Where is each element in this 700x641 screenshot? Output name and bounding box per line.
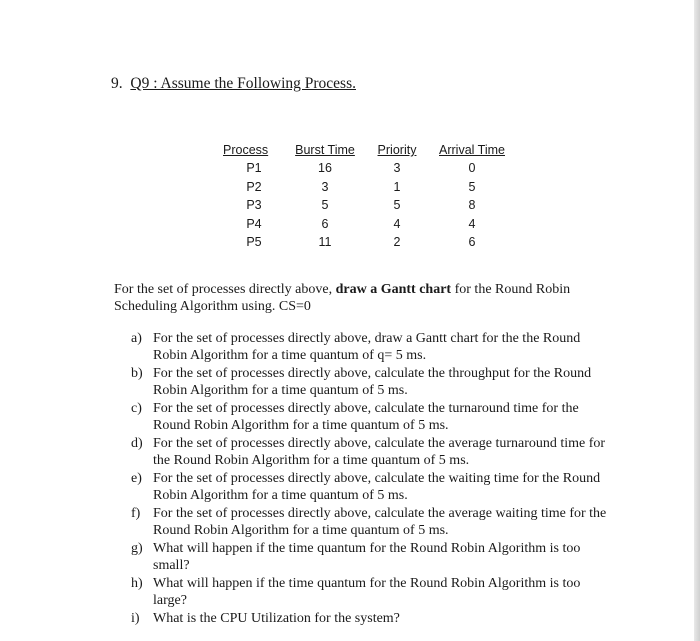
cell-arrival-time: 5 [468,179,476,194]
subquestion-marker: c) [131,401,142,416]
col-header-process: Process [223,143,269,157]
cell-priority: 4 [393,216,401,231]
subquestion-text: For the set of processes directly above, calculate the average turnaround time for the Round Robin Algorithm for a time quantum of 5 ms. [153,436,606,468]
cell-process: P4 [246,216,262,231]
table-row [221,215,513,234]
question-title: Q9 : Assume the Following Process. [130,75,356,92]
cell-process: P5 [246,235,262,250]
subquestion-h [131,575,611,609]
subquestion-text: What is the CPU Utilization for the system? [153,611,400,626]
subquestion-g [131,540,611,574]
subquestion-text: For the set of processes directly above, calculate the turnaround time for the Round Robin Algorithm for a time quantum of 5 ms. [153,401,579,433]
table-row [221,159,513,178]
cell-burst-time: 6 [321,216,329,231]
subquestion-text: What will happen if the time quantum for the Round Robin Algorithm is too large? [153,576,581,608]
cell-priority: 5 [393,198,401,213]
question-heading [111,75,356,93]
subquestion-marker: i) [131,611,140,626]
table-row [221,196,513,215]
subquestion-marker: b) [131,366,143,381]
cell-burst-time: 5 [321,198,329,213]
subquestion-text: For the set of processes directly above, calculate the waiting time for the Round Robin Algorithm for a time quantum of 5 ms. [153,471,601,503]
instructions-emphasis: draw a Gantt chart [335,282,452,297]
subquestion-d [131,435,611,469]
cell-process: P3 [246,198,262,213]
cell-priority: 3 [393,161,401,176]
instructions-text-end: for the Round Robin Scheduling Algorithm using. CS=0 [114,282,571,314]
subquestion-i [131,610,611,627]
instructions-text-start: For the set of processes directly above, [114,282,336,297]
instructions-paragraph [114,281,604,315]
subquestion-a [131,330,611,364]
subquestion-list [131,330,611,628]
subquestion-marker: h) [131,576,143,591]
subquestion-text: For the set of processes directly above, calculate the average waiting time for the Round Robin Algorithm for a time quantum of 5 ms. [153,506,607,538]
subquestion-f [131,505,611,539]
cell-priority: 1 [393,179,401,194]
subquestion-marker: g) [131,541,143,556]
col-header-priority: Priority [377,143,417,157]
table-row [221,178,513,197]
col-header-burst-time: Burst Time [295,143,355,157]
cell-process: P2 [246,179,262,194]
cell-priority: 2 [393,235,401,250]
cell-arrival-time: 6 [468,235,476,250]
subquestion-c [131,400,611,434]
process-table [221,141,513,252]
cell-arrival-time: 0 [468,161,476,176]
table-row [221,233,513,252]
cell-arrival-time: 8 [468,198,476,213]
cell-arrival-time: 4 [468,216,476,231]
subquestion-b [131,365,611,399]
cell-burst-time: 16 [318,161,332,176]
subquestion-marker: d) [131,436,143,451]
question-number: 9. [111,75,123,92]
process-table-header [221,141,513,159]
subquestion-text: For the set of processes directly above, draw a Gantt chart for the the Round Robin Algorithm for a time quantum of q= 5 ms. [153,331,581,363]
subquestion-marker: e) [131,471,142,486]
cell-burst-time: 3 [321,179,329,194]
cell-burst-time: 11 [318,235,332,250]
subquestion-e [131,470,611,504]
page-edge-shadow [694,0,700,641]
col-header-arrival-time: Arrival Time [439,143,505,157]
subquestion-marker: f) [131,506,141,521]
subquestion-marker: a) [131,331,142,346]
subquestion-text: For the set of processes directly above, calculate the throughput for the Round Robin Algorithm for a time quantum of 5 ms. [153,366,592,398]
cell-process: P1 [246,161,262,176]
subquestion-text: What will happen if the time quantum for the Round Robin Algorithm is too small? [153,541,581,573]
